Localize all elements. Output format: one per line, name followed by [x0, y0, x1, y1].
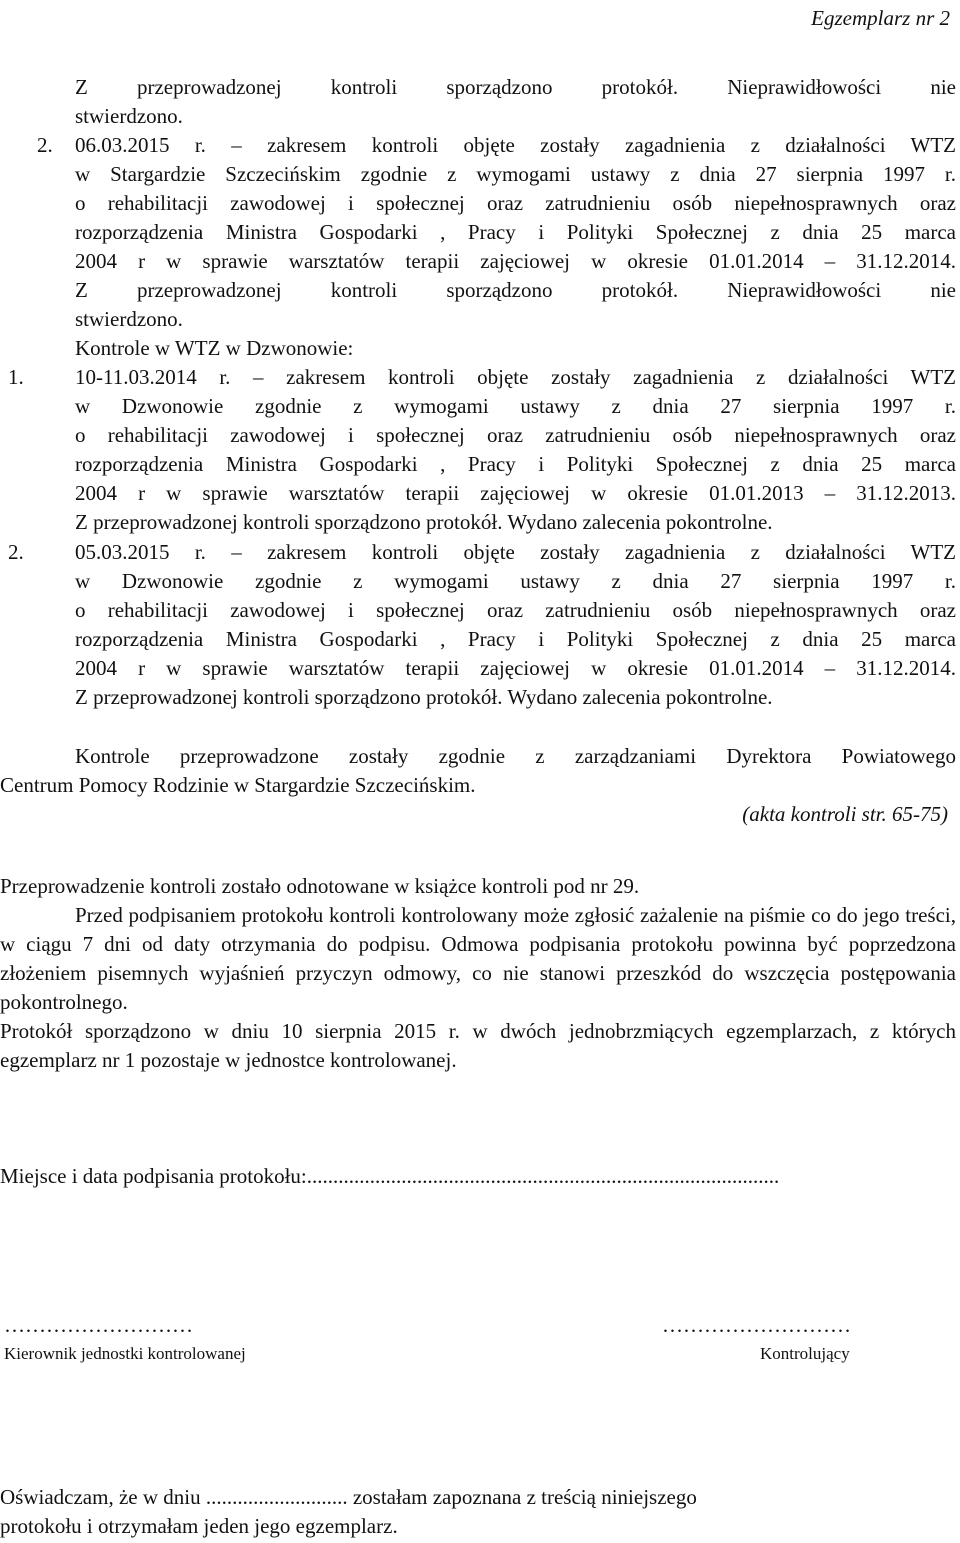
inspection-item-dzwonowo-2015	[75, 538, 956, 712]
item-number: 1.	[8, 365, 24, 389]
text-line: 10-11.03.2014 r. – zakresem kontroli objęte zostały zagadnienia z działalności WTZ	[75, 365, 956, 389]
text-line: rozporządzenia Ministra Gospodarki , Pracy i Polityki Społecznej z dnia 25 marca	[75, 452, 956, 476]
inspection-item-result	[75, 73, 956, 131]
declaration-line: protokołu i otrzymałam jeden jego egzemplarz.	[0, 1514, 398, 1538]
copy-number-header: Egzemplarz nr 2	[811, 6, 950, 30]
text-line: 2004 r w sprawie warsztatów terapii zajęciowej w okresie 01.01.2013 – 31.12.2013.	[75, 481, 956, 505]
text-line: w Dzwonowie zgodnie z wymogami ustawy z dnia 27 sierpnia 1997 r.	[75, 394, 956, 418]
text-line: 05.03.2015 r. – zakresem kontroli objęte zostały zagadnienia z działalności WTZ	[75, 540, 956, 564]
text-line: stwierdzono.	[75, 307, 183, 331]
drafted-paragraph: Protokół sporządzono w dniu 10 sierpnia 2015 r. w dwóch jednobrzmiących egzemplarzach, z których egzemplarz nr 1 pozostaje w jednostce kontrolowanej.	[0, 1019, 956, 1072]
signature-label-left: Kierownik jednostki kontrolowanej	[4, 1344, 246, 1363]
text-line: o rehabilitacji zawodowej i społecznej oraz zatrudnieniu osób niepełnosprawnych oraz	[75, 191, 956, 215]
appeal-paragraph: Przed podpisaniem protokołu kontroli kontrolowany może zgłosić zażalenie na piśmie co do jego treści, w ciągu 7 dni od daty otrzymania do podpisu. Odmowa podpisania protokołu powinna być poprzedzona złożeniem pisemnych wyjaśnień przyczyn odmowy, co nie stanowi przeszkód do wszczęcia postępowania pokontrolnego.	[0, 903, 956, 1014]
text-line: Z przeprowadzonej kontroli sporządzono protokół. Nieprawidłowości nie	[75, 278, 956, 302]
item-number: 2.	[8, 540, 24, 564]
inspection-item-stargard	[75, 131, 956, 334]
text-line: o rehabilitacji zawodowej i społecznej oraz zatrudnieniu osób niepełnosprawnych oraz	[75, 598, 956, 622]
text-line: Z przeprowadzonej kontroli sporządzono protokół. Nieprawidłowości nie	[75, 75, 956, 99]
text-line: stwierdzono.	[75, 104, 183, 128]
text-line: 2004 r w sprawie warsztatów terapii zajęciowej w okresie 01.01.2014 – 31.12.2014.	[75, 249, 956, 273]
text-line: 2004 r w sprawie warsztatów terapii zajęciowej w okresie 01.01.2014 – 31.12.2014.	[75, 656, 956, 680]
text-line: rozporządzenia Ministra Gospodarki , Pracy i Polityki Społecznej z dnia 25 marca	[75, 627, 956, 651]
text-line: rozporządzenia Ministra Gospodarki , Pracy i Polityki Społecznej z dnia 25 marca	[75, 220, 956, 244]
signature-line-left: ………………………	[4, 1313, 193, 1337]
files-reference: (akta kontroli str. 65-75)	[742, 802, 948, 826]
signature-line-right: ………………………	[662, 1313, 851, 1337]
inspection-item-dzwonowo-2014	[75, 363, 956, 537]
text-line: 06.03.2015 r. – zakresem kontroli objęte zostały zagadnienia z działalności WTZ	[75, 133, 956, 157]
signature-label-right: Kontrolujący	[760, 1344, 850, 1363]
registry-note: Przeprowadzenie kontroli zostało odnotowane w książce kontroli pod nr 29.	[0, 874, 640, 898]
declaration-line: Oświadczam, że w dniu ........................... zostałam zapoznana z treścią niniejszego	[0, 1485, 697, 1509]
summary-paragraph	[0, 742, 956, 800]
text-line: Z przeprowadzonej kontroli sporządzono protokół. Wydano zalecenia pokontrolne.	[75, 685, 773, 709]
section-heading-dzwonowo: Kontrole w WTZ w Dzwonowie:	[75, 336, 354, 360]
text-line: o rehabilitacji zawodowej i społecznej oraz zatrudnieniu osób niepełnosprawnych oraz	[75, 423, 956, 447]
text-line: Centrum Pomocy Rodzinie w Stargardzie Szczecińskim.	[0, 773, 476, 797]
text-line: w Dzwonowie zgodnie z wymogami ustawy z dnia 27 sierpnia 1997 r.	[75, 569, 956, 593]
text-line: w Stargardzie Szczecińskim zgodnie z wymogami ustawy z dnia 27 sierpnia 1997 r.	[75, 162, 956, 186]
signing-place-field: Miejsce i data podpisania protokołu:..........................................................................................	[0, 1164, 780, 1188]
item-number: 2.	[37, 133, 53, 157]
text-line: Z przeprowadzonej kontroli sporządzono protokół. Wydano zalecenia pokontrolne.	[75, 510, 773, 534]
text-line: Kontrole przeprowadzone zostały zgodnie z zarządzaniami Dyrektora Powiatowego	[75, 744, 956, 768]
